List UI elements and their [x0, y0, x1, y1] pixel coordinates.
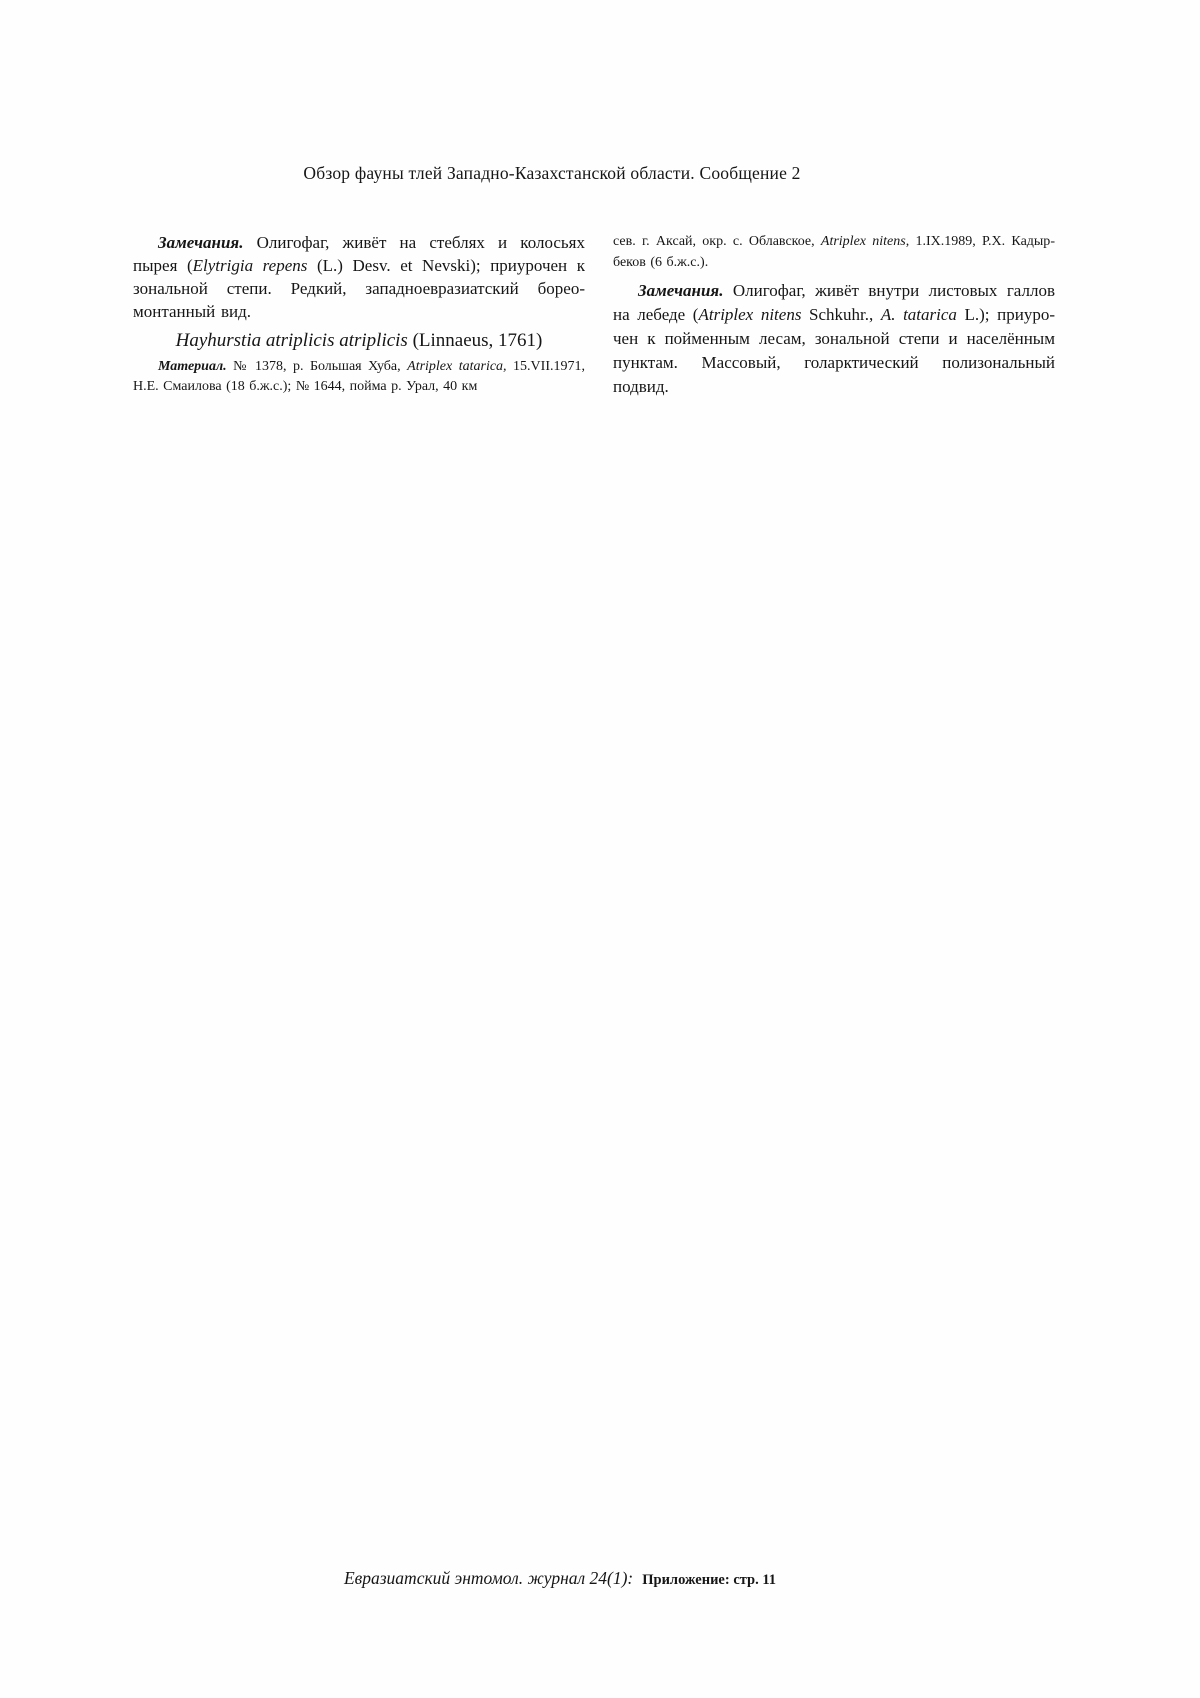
material-paragraph	[133, 357, 585, 397]
species-name-atriplex-nitens: Atriplex nitens	[698, 305, 802, 324]
text-run: (L.) Desv. et Nevski); приурочен к зональной степи. Редкий, западноевразиатский борео-монтанный вид.	[133, 256, 585, 321]
species-name-hayhurstia: Hayhurstia atriplicis atriplicis	[175, 330, 408, 351]
text-run: № 1378, р. Большая Хуба,	[226, 359, 408, 374]
page-footer	[0, 1568, 1120, 1589]
two-column-layout	[133, 231, 1055, 399]
remarks-paragraph-left	[133, 231, 585, 323]
species-name-elytrigia-repens: Elytrigia repens	[192, 256, 308, 275]
remarks-label: Замечания.	[158, 233, 244, 252]
text-run: Олигофаг, живёт внутри листовых галлов на лебеде (	[613, 281, 1055, 324]
species-heading	[133, 330, 585, 352]
species-name-atriplex-tatarica: Atriplex tatarica,	[407, 359, 507, 374]
left-column	[133, 231, 585, 397]
text-run: , 1.IX.1989, Р.Х. Кадырбеков (6 б.ж.с.).	[613, 234, 1055, 270]
text-run: 15.VII.1971, Н.Е. Смаилова (18 б.ж.с.); № 1644, пойма р. Урал, 40 км	[133, 359, 585, 394]
remarks-label: Замечания.	[638, 281, 724, 300]
species-authority: (Linnaeus, 1761)	[407, 330, 543, 351]
material-continuation-paragraph	[613, 231, 1055, 273]
text-run: Schkuhr.,	[801, 305, 881, 324]
species-name-atriplex-nitens: Atriplex nitens	[820, 234, 906, 249]
text-run: сев. г. Аксай, окр. с. Облавское,	[613, 234, 821, 249]
running-head-title: Обзор фауны тлей Западно-Казахстанской области. Сообщение 2	[303, 163, 801, 183]
supplement-page-ref: Приложение: стр. 11	[642, 1572, 777, 1588]
text-run: L.); приурочен к пойменным лесам, зональной степи и населённым пунктам. Массовый, голарктический полизональный подвид.	[613, 305, 1055, 396]
text-run: Олигофаг, живёт на стеблях и колосьях пырея (	[133, 233, 585, 275]
journal-title: Евразиатский энтомол. журнал 24(1):	[343, 1568, 634, 1588]
remarks-paragraph-right	[613, 279, 1055, 399]
material-label: Материал.	[158, 359, 227, 374]
species-name-a-tatarica: A. tatarica	[880, 305, 957, 324]
right-column	[613, 231, 1055, 399]
